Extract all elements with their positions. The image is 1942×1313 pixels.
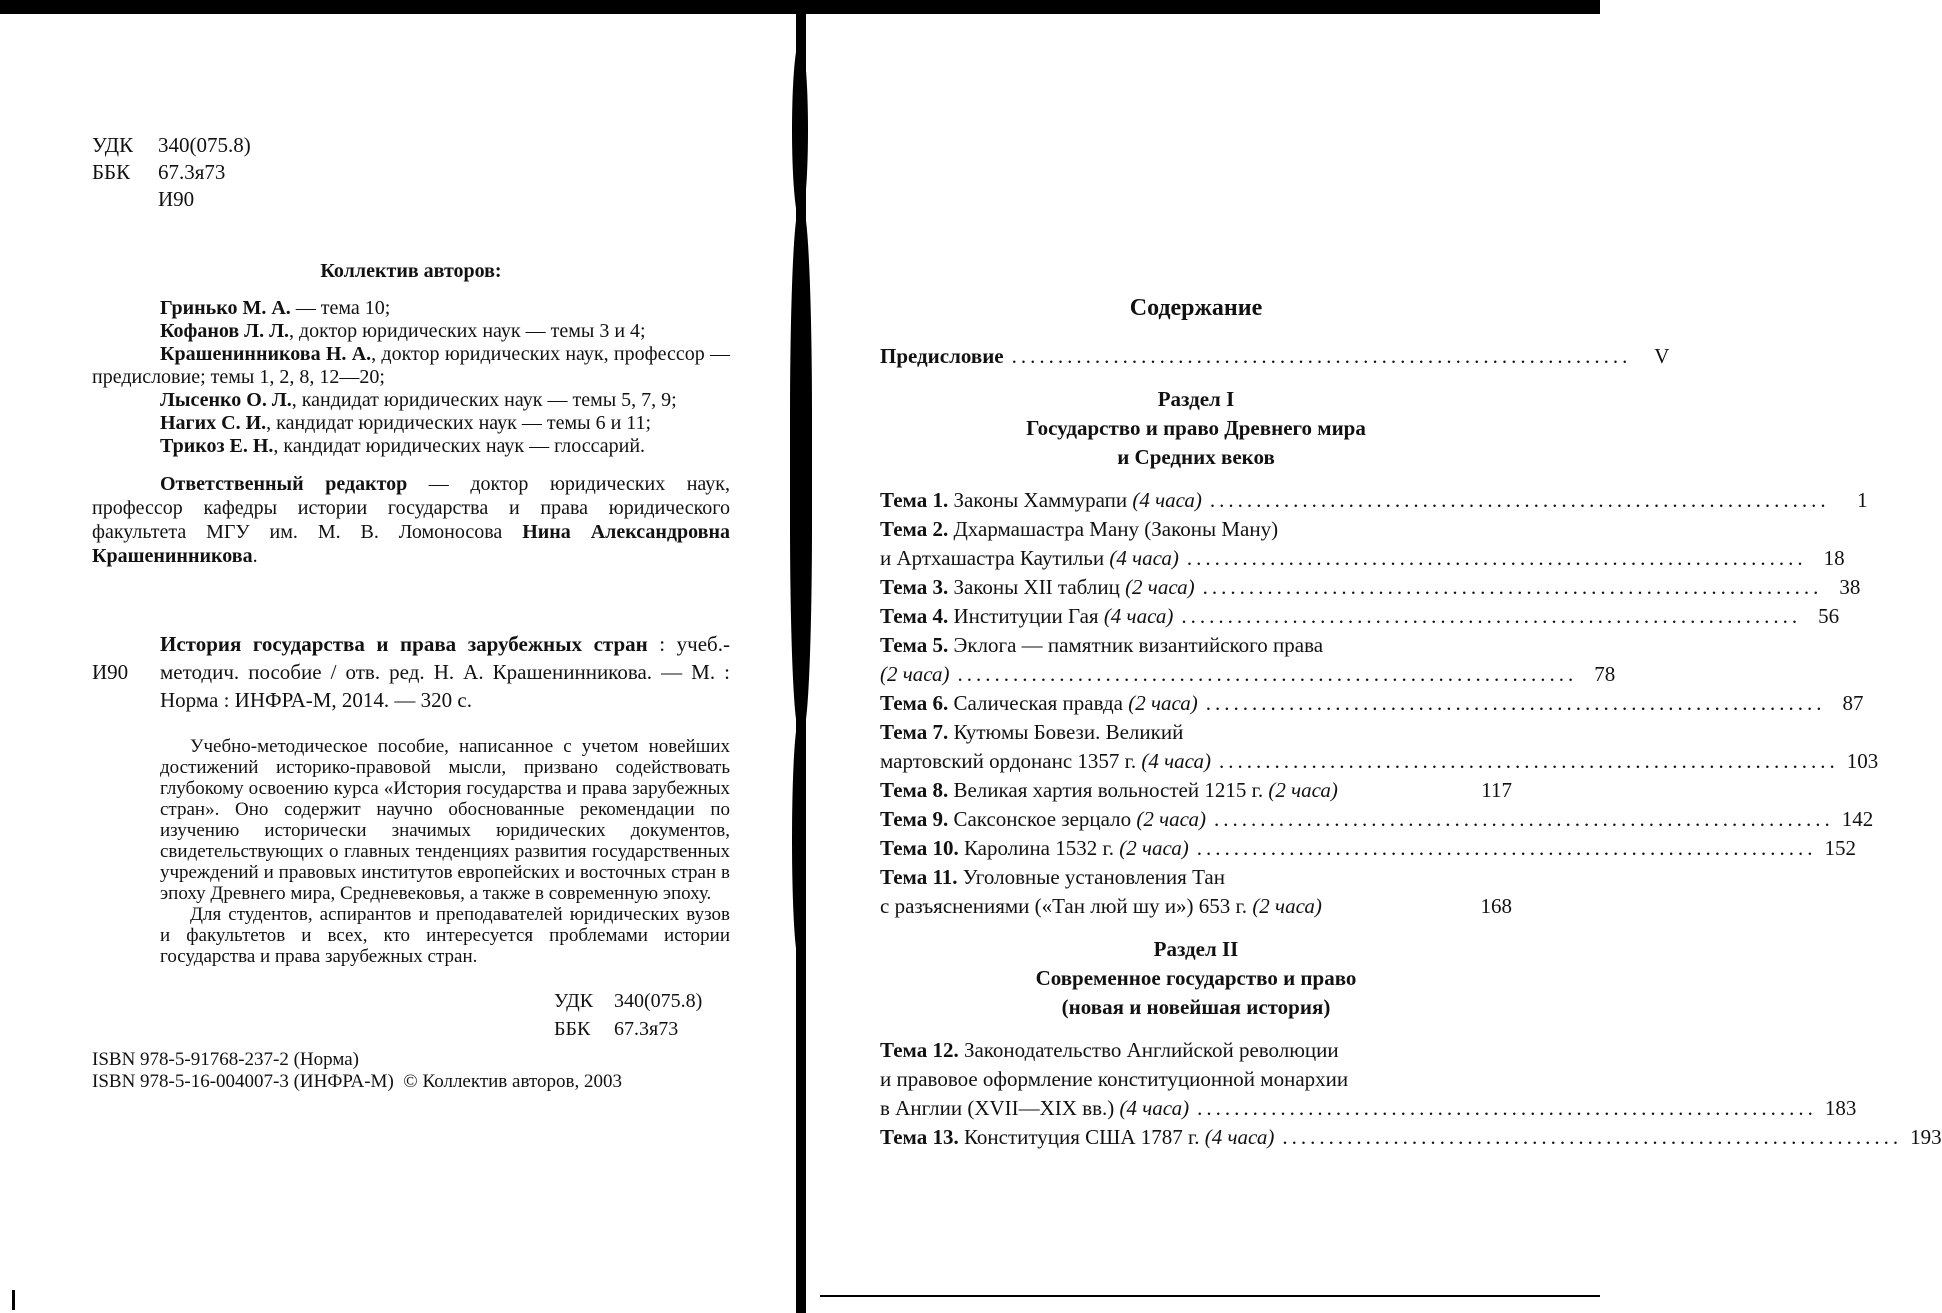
bibliographic-record — [92, 630, 730, 714]
toc-entry-topic[interactable]: в Англии (XVII—XIX вв.) (4 часа) ................................................................... 183 — [880, 1096, 1857, 1120]
isbn-infra: ISBN 978-5-16-004007-3 (ИНФРА-М) — [92, 1071, 394, 1092]
right-page — [880, 295, 1942, 1152]
annotation-paragraph: Учебно-методическое пособие, написанное с учетом новейших достижений историко-правовой мысли, призвано содействовать глубокому освоению курса «История государства и права зарубежных стран». Оно содержит научно обоснованные рекомендации по изучению исторически значимых юридических документов, свидетельствующих о главных тенденциях развития государственных учреждений и правовых институтов европейских и восточных стран в эпоху Древнего мира, Средневековья, а также в современную эпоху. — [160, 736, 730, 904]
author-index: И90 — [158, 187, 195, 211]
bbk-label: ББК — [92, 160, 131, 184]
authors-list — [92, 297, 730, 458]
left-page — [92, 132, 730, 1093]
toc-entry-topic[interactable]: и Артхашастра Каутильи (4 часа) ................................................................... 18 — [880, 546, 1845, 570]
biblio-index: И90 — [92, 660, 129, 684]
annotation — [160, 736, 730, 967]
toc-entry-topic[interactable]: Тема 8. Великая хартия вольностей 1215 г. (2 часа) 117 — [880, 778, 1512, 802]
toc-entry-topic[interactable]: Тема 6. Салическая правда (2 часа) ................................................................... 87 — [880, 691, 1864, 715]
udk-label: УДК — [92, 133, 134, 157]
classification-codes-bottom: УДК 340(075.8) ББК 67.3я73 — [554, 990, 703, 1040]
book-spine-shadow — [792, 720, 806, 960]
toc-entry-topic[interactable]: Тема 10. Каролина 1532 г. (2 часа) ................................................................... 152 — [880, 836, 1857, 860]
toc-entry-topic[interactable]: мартовский ордонанс 1357 г. (4 часа) ................................................................... 103 — [880, 749, 1879, 773]
udk-value: 340(075.8) — [158, 133, 251, 157]
toc-entry-topic-line: Тема 5. Эклога — памятник византийского права — [880, 633, 1324, 657]
scan-artifact — [800, 1160, 803, 1290]
section-heading: Раздел II Современное государство и право (новая и новейшая история) — [1035, 937, 1357, 1019]
toc-entry-topic[interactable]: Тема 9. Саксонское зерцало (2 часа) ................................................................... 142 — [880, 807, 1874, 831]
toc-entry-topic-line: Тема 12. Законодательство Английской революции — [880, 1038, 1339, 1062]
author-entry: Лысенко О. Л., кандидат юридических наук — темы 5, 7, 9; — [160, 389, 677, 411]
isbn-block — [92, 1049, 730, 1093]
isbn-norma: ISBN 978-5-91768-237-2 (Норма) — [92, 1049, 360, 1070]
section-heading: Раздел I Государство и право Древнего мира и Средних веков — [1026, 387, 1366, 469]
toc-entry-topic-line: и правовое оформление конституционной монархии — [880, 1067, 1349, 1091]
author-entry: Нагих С. И., кандидат юридических наук — темы 6 и 11; — [160, 412, 652, 434]
copyright: © Коллектив авторов, 2003 — [403, 1071, 622, 1092]
toc-entry-topic-line: Тема 2. Дхармашастра Ману (Законы Ману) — [880, 517, 1279, 541]
author-entry: Кофанов Л. Л., доктор юридических наук — темы 3 и 4; — [160, 320, 646, 342]
toc-entry-topic-line: Тема 11. Уголовные установления Тан — [880, 865, 1225, 889]
author-entry: Гринько М. А. — тема 10; — [160, 297, 391, 319]
toc-entry-topic-line: Тема 7. Кутюмы Бовези. Великий — [880, 720, 1184, 744]
book-spine-shadow — [792, 40, 808, 220]
bbk-value: 67.3я73 — [158, 160, 226, 184]
toc-entry-topic[interactable]: с разъяснениями («Тан люй шу и») 653 г. (2 часа) 168 — [880, 894, 1512, 918]
toc-entry-topic[interactable]: Тема 4. Институции Гая (4 часа) ................................................................... 56 — [880, 604, 1840, 628]
toc-entry-topic[interactable]: Тема 1. Законы Хаммурапи (4 часа) ................................................................... 1 — [880, 488, 1868, 512]
authors-heading: Коллектив авторов: — [320, 260, 502, 282]
book-title: История государства и права зарубежных стран — [160, 632, 648, 656]
classification-codes — [92, 132, 730, 213]
author-entry: Трикоз Е. Н., кандидат юридических наук — глоссарий. — [160, 435, 646, 457]
toc-entry-topic[interactable]: Тема 13. Конституция США 1787 г. (4 часа) ................................................................... 193 — [880, 1125, 1942, 1149]
annotation-paragraph: Для студентов, аспирантов и преподавателей юридических вузов и факультетов и всех, кто интересуется проблемами истории государства и права зарубежных стран. — [160, 904, 730, 967]
toc-entry-topic[interactable]: Тема 3. Законы XII таблиц (2 часа) ................................................................... 38 — [880, 575, 1861, 599]
responsible-editor: Ответственный редактор — доктор юридических наук, профессор кафедры истории государства и права юридического факультета МГУ им. М. В. Ломоносова Нина Александровна Крашенинникова. — [92, 473, 730, 567]
book-spine-shadow — [790, 210, 812, 730]
book-imprint: : учеб.-методич. пособие / отв. ред. Н. А. Крашенинникова. — М. : Норма : ИНФРА-М, 2014. — 320 с. — [160, 632, 730, 712]
toc-title: Содержание — [1129, 295, 1263, 321]
toc-entry-topic[interactable]: (2 часа) ................................................................... 78 — [880, 662, 1616, 686]
scan-artifact — [12, 1290, 15, 1310]
scan-bottom-edge — [820, 1295, 1600, 1297]
author-entry: Крашенинникова Н. А., доктор юридических наук, профессор — предисловие; темы 1, 2, 8, 12—20; — [92, 343, 730, 388]
toc-entry-preface[interactable]: Предисловие ................................................................... V — [880, 344, 1670, 368]
